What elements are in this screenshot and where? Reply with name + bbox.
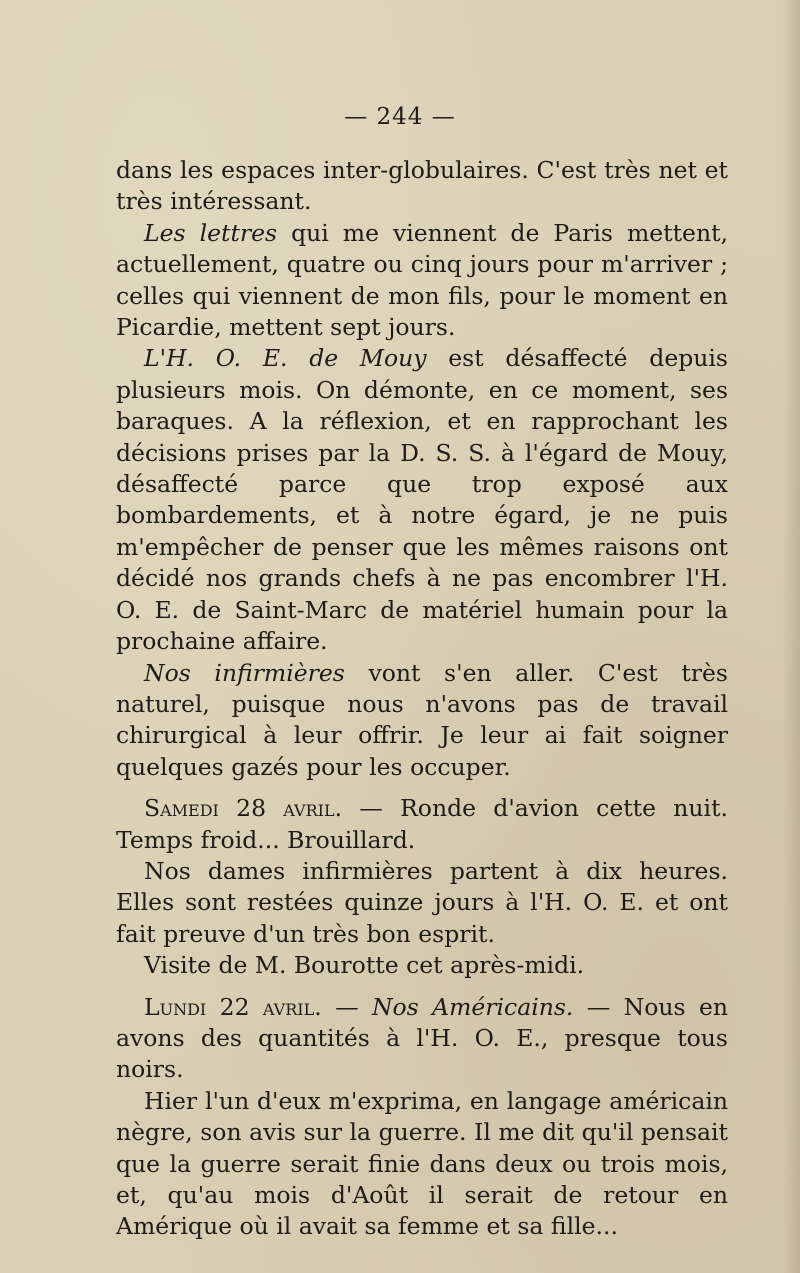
entry-text: — Ronde d'avion cette nuit. Temps froid... Brouillard. bbox=[116, 794, 728, 854]
diary-entry-samedi bbox=[116, 793, 728, 856]
diary-entry-lundi bbox=[116, 992, 728, 1086]
paragraph-4-text: vont s'en aller. C'est très naturel, puisque nous n'avons pas de travail chirurgical à leur offrir. Je leur ai fait soigner quelques gazés pour les occuper. bbox=[116, 658, 728, 781]
entry-topic: Nos Américains. bbox=[371, 992, 574, 1021]
paragraph-1 bbox=[116, 155, 728, 218]
entry-date: Lundi 22 avril. bbox=[144, 992, 322, 1021]
paragraph-3-lead: L'H. O. E. de Mouy bbox=[144, 344, 427, 373]
entry-date: Samedi 28 avril. bbox=[144, 794, 343, 823]
paragraph-2 bbox=[116, 218, 728, 344]
paragraph-4 bbox=[116, 658, 728, 784]
paragraph-3-text: est désaffecté depuis plusieurs mois. On démonte, en ce moment, ses baraques. A la réflexion, et en rapprochant les décisions prises par la D. S. S. à l'égard de Mouy, désaffecté parce que trop exposé aux bombardements, et à notre égard, je ne puis m'empêcher de penser que les mêmes raisons ont décidé nos grands chefs à ne pas encombrer l'H. O. E. de Saint-Marc de matériel humain pour la prochaine affaire. bbox=[116, 344, 728, 656]
paragraph-2-text: qui me viennent de Paris mettent, actuellement, quatre ou cinq jours pour m'arriver ; celles qui viennent de mon fils, pour le moment en Picardie, mettent sept jours. bbox=[116, 218, 728, 342]
paragraph-4-lead: Nos infirmières bbox=[144, 658, 345, 687]
paragraph-2-lead: Les lettres bbox=[144, 218, 278, 247]
paragraph-text: Visite de M. Bourotte cet après-midi. bbox=[144, 951, 585, 980]
paragraph-visite bbox=[116, 950, 728, 981]
paragraph-infirmieres-depart bbox=[116, 856, 728, 950]
paragraph-americain bbox=[116, 1086, 728, 1243]
entry-text: — Nous en avons des quantités à l'H. O. E., presque tous noirs. bbox=[116, 992, 728, 1084]
paragraph-3 bbox=[116, 343, 728, 657]
paragraph-text: Hier l'un d'eux m'exprima, en langage américain nègre, son avis sur la guerre. Il me dit qu'il pensait que la guerre serait finie dans deux ou trois mois, et, qu'au mois d'Août il serait de retour en Amérique où il avait sa femme et sa fille... bbox=[116, 1086, 728, 1241]
page-body bbox=[116, 155, 728, 1243]
entry-dash: — bbox=[321, 992, 372, 1021]
paragraph-text: Nos dames infirmières partent à dix heures. Elles sont restées quinze jours à l'H. O. E. et ont fait preuve d'un très bon esprit. bbox=[116, 856, 728, 948]
page-edge-shadow bbox=[782, 0, 800, 1273]
paragraph-1-text: dans les espaces inter-globulaires. C'est très net et très intéressant. bbox=[116, 156, 728, 216]
page-number: — 244 — bbox=[344, 104, 456, 130]
